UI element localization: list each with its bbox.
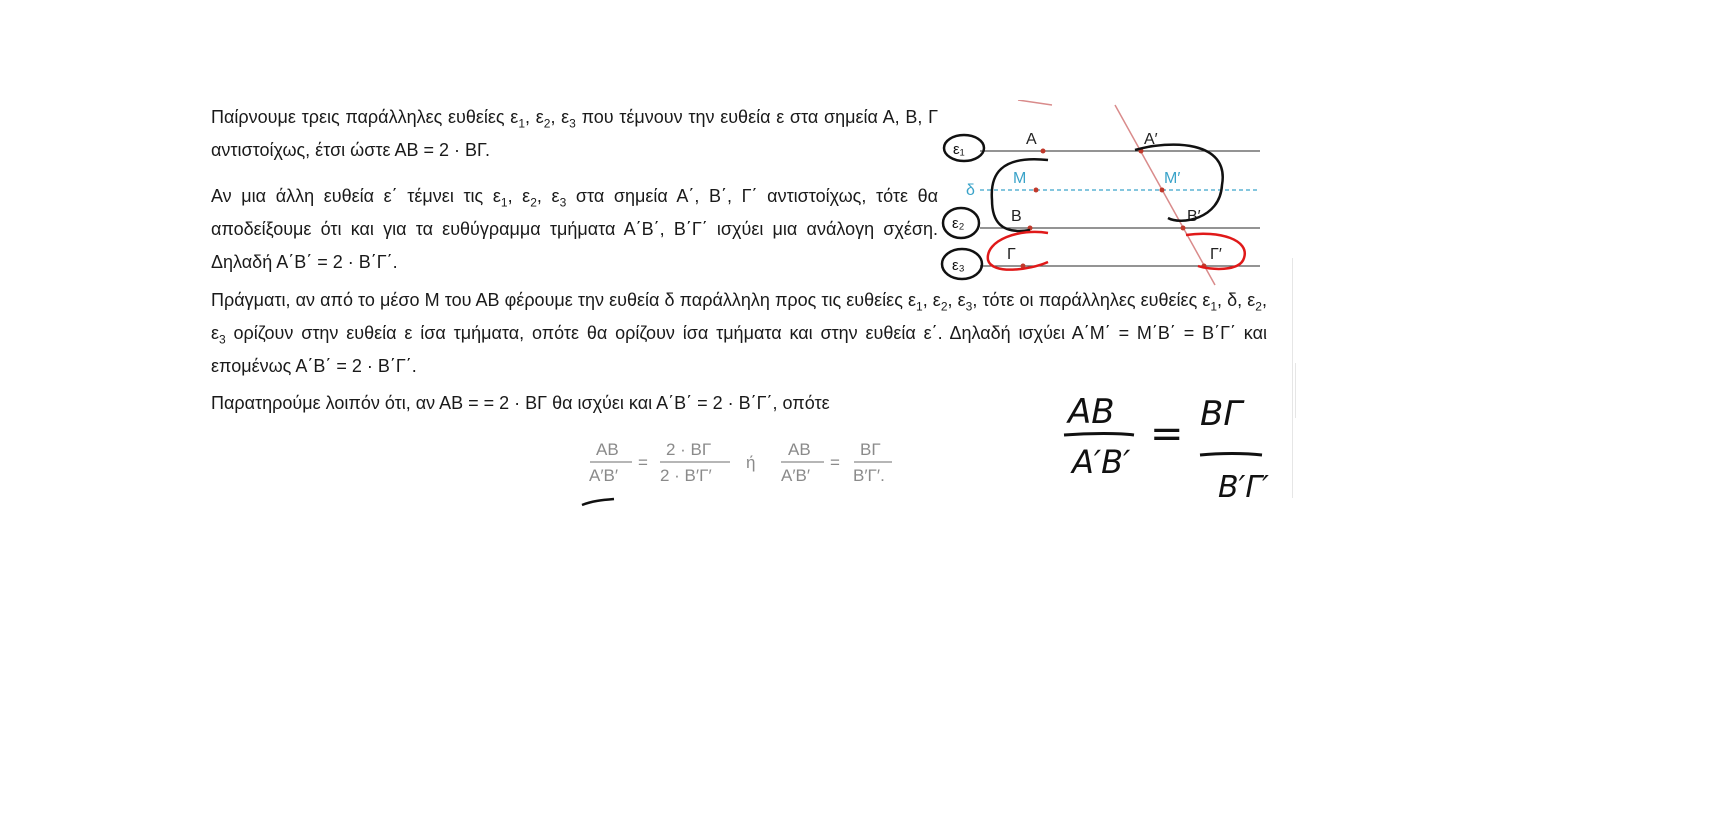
- subscript: 3: [965, 299, 973, 314]
- label-delta: δ: [966, 182, 975, 199]
- text-segment: που τέμνουν την ευθεία ε στα σημεία Α, Β, Γ αντιστοίχως, έτσι ώστε ΑΒ = 2 · ΒΓ.: [211, 107, 938, 160]
- formula-f2-num: 2 · ΒΓ: [666, 440, 712, 459]
- label-g: Γ: [1007, 246, 1016, 263]
- text-segment: ορίζουν στην ευθεία ε ίσα τμήματα, οπότε θα ορίζουν ίσα τμήματα και στην ευθεία ε΄. Δηλαδή ισχύει Α΄Μ΄ = Μ΄Β΄ = Β΄Γ΄ και επομένως Α΄Β΄ = 2 · Β΄Γ΄.: [211, 323, 1267, 376]
- parallel-lines-diagram: [930, 100, 1270, 300]
- transversal-e-prime: [1115, 105, 1215, 285]
- text-segment: , ε: [550, 107, 570, 127]
- handwritten-proportion: [1050, 385, 1300, 510]
- text-segment: , ε: [507, 186, 531, 206]
- subscript: 2: [530, 195, 537, 210]
- formula-f4-den: Β′Γ′.: [853, 466, 885, 485]
- proportion-formula: [580, 435, 920, 515]
- label-a-prime: Α′: [1144, 131, 1158, 148]
- text-segment: Πράγματι, αν από το μέσο Μ του ΑΒ φέρουμε την ευθεία δ παράλληλη προς τις ευθείες ε: [211, 290, 917, 310]
- paragraph-4: Παρατηρούμε λοιπόν ότι, αν ΑΒ = = 2 · ΒΓ θα ισχύει και Α΄Β΄ = 2 · Β΄Γ΄, οπότε: [211, 393, 830, 413]
- label-a: Α: [1026, 131, 1037, 148]
- label-m-prime: Μ′: [1164, 170, 1181, 187]
- formula-eq-1: =: [638, 453, 648, 472]
- formula-or: ή: [746, 453, 756, 472]
- ink-underline: [582, 499, 614, 505]
- hand-num-left: AB: [1068, 392, 1115, 432]
- subscript: 1: [1210, 299, 1218, 314]
- point-a: [1041, 149, 1046, 154]
- label-eps3: ε₃: [952, 257, 965, 274]
- subscript: 3: [219, 332, 226, 347]
- formula-f3-den: Α′Β′: [781, 466, 811, 485]
- text-segment: Παίρνουμε τρεις παράλληλες ευθείες ε: [211, 107, 519, 127]
- subscript: 3: [559, 195, 567, 210]
- subscript: 3: [569, 116, 576, 131]
- transversal-e: [1018, 100, 1052, 105]
- divider-line: [1295, 363, 1296, 418]
- hand-bar-left: [1064, 434, 1134, 436]
- subscript: 2: [543, 116, 551, 131]
- divider-line: [1292, 258, 1293, 498]
- formula-f1-num: ΑΒ: [596, 440, 619, 459]
- label-eps1: ε₁: [953, 141, 965, 158]
- subscript: 1: [916, 299, 923, 314]
- label-eps2: ε₂: [952, 215, 965, 232]
- hand-den-right: B′Γ′: [1218, 470, 1269, 505]
- hand-den-left: A′B′: [1072, 443, 1131, 481]
- point-m-prime: [1160, 188, 1165, 193]
- formula-f2-den: 2 · Β′Γ′: [660, 466, 712, 485]
- text-segment: , ε: [536, 186, 560, 206]
- text-segment: , τότε οι παράλληλες ευθείες ε: [972, 290, 1211, 310]
- formula-f3-num: ΑΒ: [788, 440, 811, 459]
- text-segment: , δ, ε: [1217, 290, 1256, 310]
- paragraph-1: [211, 101, 938, 167]
- paragraph-2: [211, 180, 938, 279]
- point-b-prime: [1181, 226, 1186, 231]
- text-segment: , ε: [922, 290, 941, 310]
- point-m: [1034, 188, 1039, 193]
- text-segment: , ε: [947, 290, 966, 310]
- formula-f1-den: Α′Β′: [589, 466, 619, 485]
- hand-eq: =: [1150, 411, 1184, 457]
- label-b: Β: [1011, 208, 1022, 225]
- subscript: 2: [1255, 299, 1262, 314]
- subscript: 1: [500, 195, 508, 210]
- label-b-prime: Β′: [1187, 208, 1201, 225]
- text-segment: Αν μια άλλη ευθεία ε΄ τέμνει τις ε: [211, 186, 501, 206]
- formula-f4-num: ΒΓ: [860, 440, 881, 459]
- label-g-prime: Γ′: [1210, 246, 1222, 263]
- hand-bar-right: [1200, 454, 1262, 456]
- text-segment: , ε: [525, 107, 544, 127]
- hand-num-right: BΓ: [1200, 394, 1243, 434]
- subscript: 1: [518, 116, 526, 131]
- subscript: 2: [940, 299, 948, 314]
- text-segment: στα σημεία Α΄, Β΄, Γ΄ αντιστοίχως, τότε θα αποδείξουμε ότι και για τα ευθύγραμμα τμήματα Α΄Β΄, Β΄Γ΄ ισχύει μια ανάλογη σχέση. Δηλαδή Α΄Β΄ = 2 · Β΄Γ΄.: [211, 186, 939, 272]
- ink-red-loop-left: [988, 232, 1048, 270]
- text-segment: , ε: [211, 290, 1267, 343]
- label-m: Μ: [1013, 170, 1027, 187]
- formula-eq-2: =: [830, 453, 840, 472]
